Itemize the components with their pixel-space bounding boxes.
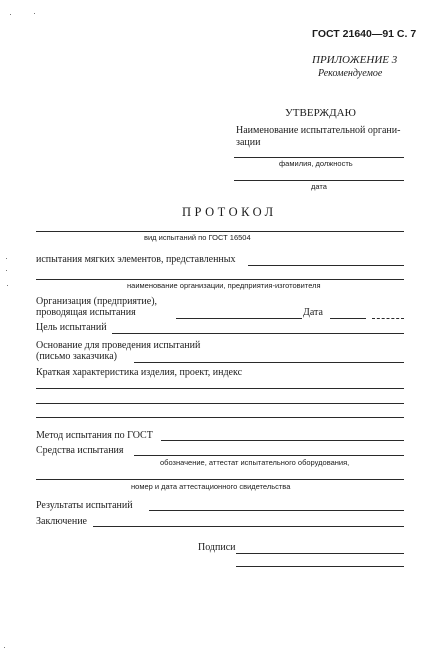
basis-line <box>134 362 404 363</box>
method-label: Метод испытания по ГОСТ <box>36 430 153 441</box>
approval-org-line1: Наименование испытательной органи- <box>236 125 401 136</box>
annex-label: ПРИЛОЖЕНИЕ 3 <box>312 54 398 66</box>
characteristics-line-1 <box>36 388 404 389</box>
approval-date-caption: дата <box>311 182 327 191</box>
conclusion-line <box>93 526 404 527</box>
approval-heading: УТВЕРЖДАЮ <box>285 107 356 119</box>
results-label: Результаты испытаний <box>36 500 133 511</box>
protocol-title: ПРОТОКОЛ <box>182 205 277 219</box>
scan-speck <box>6 258 7 259</box>
characteristics-line-3 <box>36 417 404 418</box>
means-label: Средства испытания <box>36 445 124 456</box>
approval-org-line2: зации <box>236 137 261 148</box>
certificate-line <box>36 479 404 480</box>
purpose-line <box>112 333 404 334</box>
approval-date-line <box>234 180 404 181</box>
approval-name-caption: фамилия, должность <box>279 159 353 168</box>
basis-label-line1: Основание для проведения испытаний <box>36 340 201 351</box>
org-name-caption: наименование организации, предприятия-изготовителя <box>127 281 321 290</box>
annex-status: Рекомендуемое <box>318 68 383 79</box>
organization-label-line2: проводящая испытания <box>36 307 136 318</box>
results-line <box>149 510 404 511</box>
scan-speck <box>4 647 5 648</box>
scan-speck <box>34 13 35 14</box>
conclusion-label: Заключение <box>36 516 87 527</box>
characteristics-label: Краткая характеристика изделия, проект, индекс <box>36 367 243 378</box>
date-line-part2 <box>372 318 404 319</box>
characteristics-line-2 <box>36 403 404 404</box>
scan-speck <box>6 270 7 271</box>
purpose-label: Цель испытаний <box>36 322 107 333</box>
approval-name-line <box>234 157 404 158</box>
scan-speck <box>7 285 8 286</box>
subject-line <box>248 265 404 266</box>
document-reference: ГОСТ 21640—91 С. 7 <box>312 28 417 40</box>
organization-line <box>176 318 302 319</box>
method-line <box>161 440 404 441</box>
means-caption-2: номер и дата аттестационного свидетельства <box>131 482 291 491</box>
date-label: Дата <box>303 307 323 318</box>
organization-label-line1: Организация (предприятие), <box>36 296 158 307</box>
means-line <box>134 455 404 456</box>
means-caption-1: обозначение, аттестат испытательного оборудования, <box>160 458 350 467</box>
basis-label-line2: (письмо заказчика) <box>36 351 118 362</box>
signature-line-1 <box>236 553 404 554</box>
org-name-line <box>36 279 404 280</box>
test-type-line <box>36 231 404 232</box>
scan-speck <box>10 14 11 15</box>
date-line-part1 <box>330 318 366 319</box>
test-type-caption: вид испытаний по ГОСТ 16504 <box>144 233 251 242</box>
signatures-label: Подписи <box>198 542 236 553</box>
signature-line-2 <box>236 566 404 567</box>
subject-text: испытания мягких элементов, представленных <box>36 254 236 265</box>
